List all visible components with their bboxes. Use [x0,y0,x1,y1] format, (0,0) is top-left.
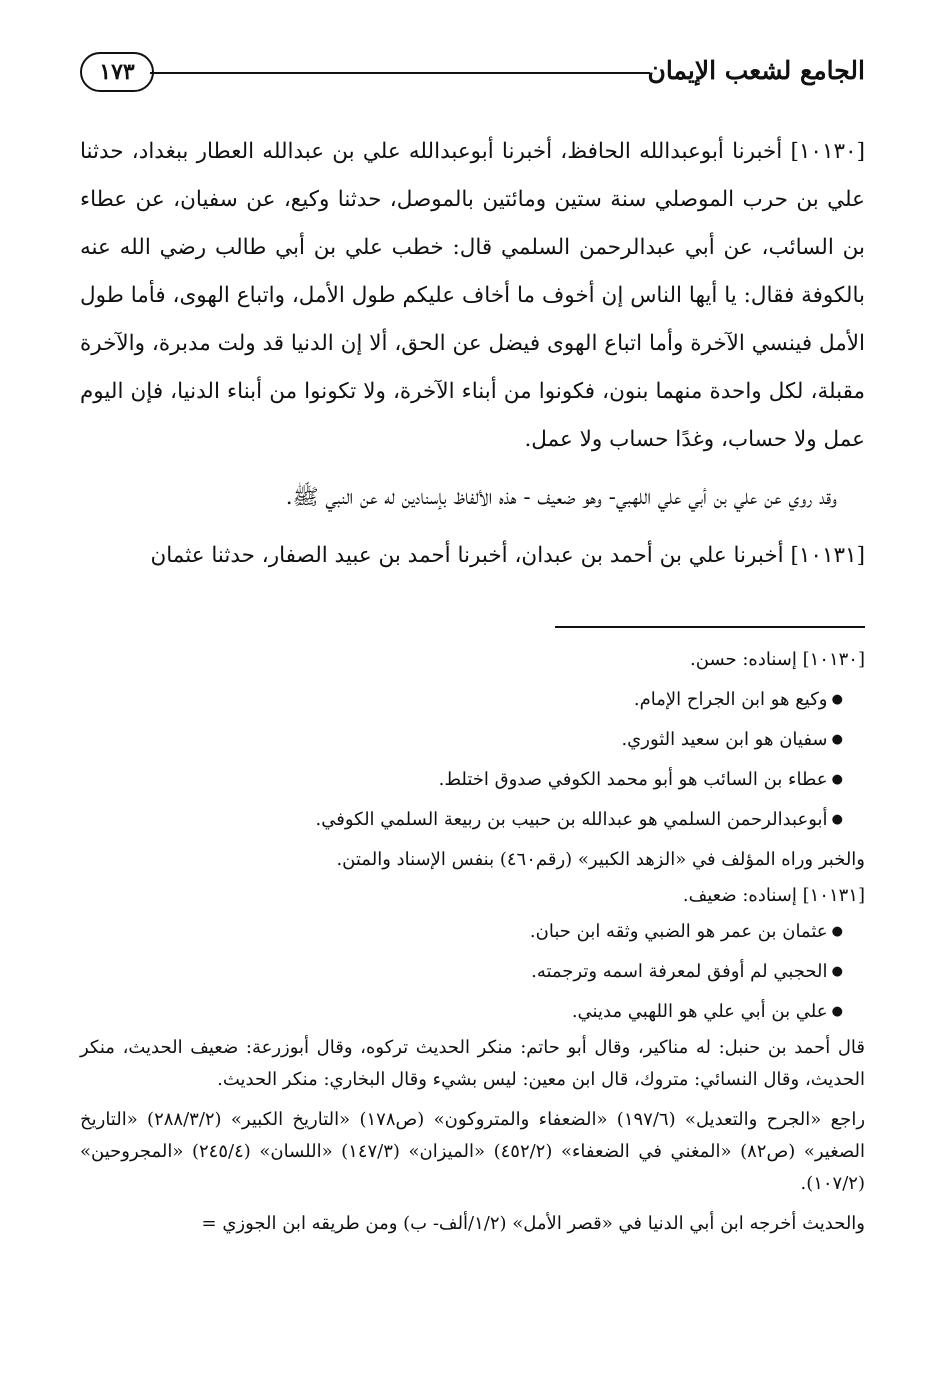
footnote-bullet: ● عطاء بن السائب هو أبو محمد الكوفي صدوق اختلط. [80,760,843,800]
main-text [80,128,865,580]
footnote-separator [555,626,865,628]
footnote-10131-heading: [١٠١٣١] إسناده: ضعيف. [682,885,865,906]
footnote-bullet: ● الحجبي لم أوفق لمعرفة اسمه وترجمته. [80,952,843,992]
footnote-bullet: ● علي بن أبي علي هو اللهبي مديني. [80,992,843,1032]
footnote-10131-note: قال أحمد بن حنبل: له مناكير، وقال أبو حاتم: منكر الحديث تركوه، وقال أبوزرعة: ضعيف الحديث، منكر الحديث، وقال النسائي: متروك، قال ابن معين: ليس بشيء وقال البخاري: منكر الحديث. [80,1037,865,1090]
footnote-10131-references: راجع «الجرح والتعديل» (١٩٧/٦) «الضعفاء والمتروكون» (ص١٧٨) «التاريخ الكبير» (٢٨٨/٣/٢) «التاريخ الصغير» (ص٨٢) «المغني في الضعفاء» (٤٥٢/٢) «الميزان» (١٤٧/٣) «اللسان» (٢٤٥/٤) «المجروحين» (١٠٧/٢). [80,1109,866,1194]
header-rule [150,72,650,74]
running-title: الجامع لشعب الإيمان [647,56,865,85]
footnote-10131-continuation: والحديث أخرجه ابن أبي الدنيا في «قصر الأمل» (١/٢/ألف- ب) ومن طريقه ابن الجوزي = [201,1213,865,1234]
footnote-bullet: ● عثمان بن عمر هو الضبي وثقه ابن حبان. [80,912,843,952]
footnote-10130-note: والخبر وراه المؤلف في «الزهد الكبير» (رقم٤٦٠) بنفس الإسناد والمتن. [336,849,865,870]
narration-note: وقد روي عن علي بن أبي علي اللهبي- وهو ضعيف - هذه الألفاظ بإسنادين له عن النبي ﷺ. [285,485,837,510]
footnote-bullet: ● وكيع هو ابن الجراح الإمام. [80,680,843,720]
footnote-bullet: ● أبوعبدالرحمن السلمي هو عبدالله بن حبيب بن ربيعة السلمي الكوفي. [80,800,843,840]
footnote-bullet: ● سفيان هو ابن سعيد الثوري. [80,720,843,760]
page-number: ١٧٣ [80,52,154,92]
footnotes [80,640,865,1240]
hadith-10130: [١٠١٣٠] أخبرنا أبوعبدالله الحافظ، أخبرنا أبوعبدالله علي بن عبدالله العطار ببغداد، حدثنا علي بن حرب الموصلي سنة ستين ومائتين بالموصل، حدثنا وكيع، عن سفيان، عن عطاء بن السائب، عن أبي عبدالرحمن السلمي قال: خطب علي بن أبي طالب رضي الله عنه بالكوفة فقال: يا أيها الناس إن أخوف ما أخاف عليكم طول الأمل، واتباع الهوى، فأما طول الأمل فينسي الآخرة وأما اتباع الهوى فيضل عن الحق، ألا إن الدنيا قد ولت مدبرة، والآخرة مقبلة، لكل واحدة منهما بنون، فكونوا من أبناء الآخرة، ولا تكونوا من أبناء الدنيا، فإن اليوم عمل ولا حساب، وغدًا حساب ولا عمل. [80,139,865,452]
page-header [80,52,865,96]
footnote-10130-heading: [١٠١٣٠] إسناده: حسن. [690,649,865,670]
hadith-10131: [١٠١٣١] أخبرنا علي بن أحمد بن عبدان، أخبرنا أحمد بن عبيد الصفار، حدثنا عثمان [150,543,865,568]
